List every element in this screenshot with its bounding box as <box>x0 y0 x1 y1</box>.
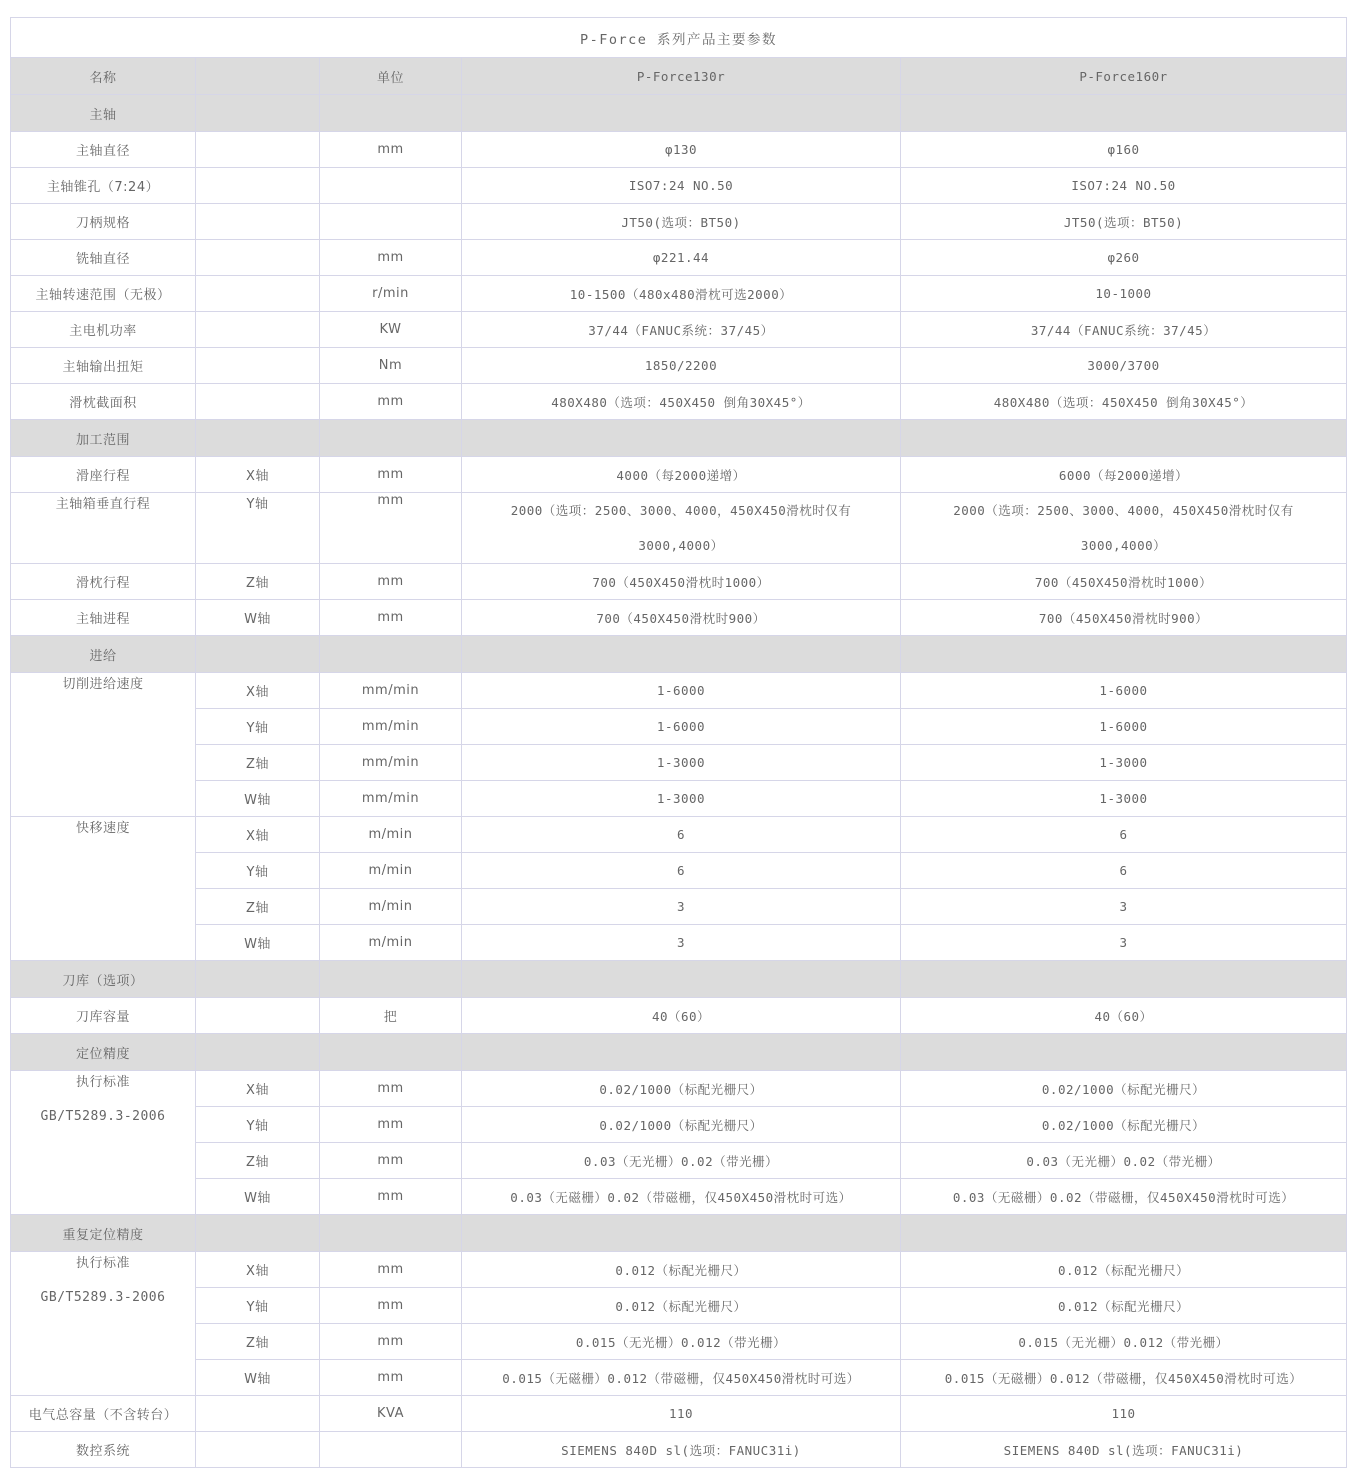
unit-cell: mm <box>320 1143 462 1179</box>
section-empty-cell <box>320 95 462 132</box>
table-row <box>11 1107 1347 1143</box>
axis-cell <box>196 348 320 384</box>
param-name-text: 刀库容量 <box>75 1010 130 1025</box>
value-model-2: 0.03（无磁栅）0.02（带磁栅，仅450X450滑枕时可选） <box>901 1179 1347 1215</box>
value-model-1: 110 <box>462 1396 901 1432</box>
table-row <box>11 1324 1347 1360</box>
table-row <box>11 1071 1347 1107</box>
section-empty-cell <box>901 95 1347 132</box>
param-standard-text: GB/T5289.3-2006 <box>40 1109 166 1124</box>
axis-cell: Y轴 <box>196 1107 320 1143</box>
unit-cell: mm <box>320 132 462 168</box>
section-empty-cell <box>320 961 462 998</box>
section-empty-cell <box>901 636 1347 673</box>
table-row <box>11 348 1347 384</box>
section-empty-cell <box>901 1034 1347 1071</box>
table-row <box>11 240 1347 276</box>
unit-cell: KVA <box>320 1396 462 1432</box>
param-name-text: 切削进给速度 <box>62 677 144 692</box>
axis-cell: X轴 <box>196 817 320 853</box>
param-name-text: 执行标准 <box>75 1075 130 1090</box>
param-name-text: 滑座行程 <box>75 469 130 484</box>
header-unit: 单位 <box>320 58 462 95</box>
unit-cell: mm <box>320 600 462 636</box>
axis-cell: Y轴 <box>196 853 320 889</box>
value-model-2: φ260 <box>901 240 1347 276</box>
section-empty-cell <box>901 961 1347 998</box>
value-model-1: 1-6000 <box>462 709 901 745</box>
table-row <box>11 1360 1347 1396</box>
value-model-2: 0.02/1000（标配光栅尺） <box>901 1107 1347 1143</box>
value-model-1: 0.03（无光栅）0.02（带光栅） <box>462 1143 901 1179</box>
table-title: P-Force 系列产品主要参数 <box>11 18 1347 58</box>
value-model-2: 0.02/1000（标配光栅尺） <box>901 1071 1347 1107</box>
value-model-2: 6 <box>901 817 1347 853</box>
axis-cell <box>196 168 320 204</box>
unit-cell: m/min <box>320 889 462 925</box>
axis-cell <box>196 1396 320 1432</box>
section-title: 加工范围 <box>11 420 196 457</box>
unit-cell: m/min <box>320 853 462 889</box>
header-axis <box>196 58 320 95</box>
table-row <box>11 817 1347 853</box>
param-name-text: 执行标准 <box>75 1256 130 1271</box>
unit-cell: mm <box>320 564 462 600</box>
value-model-2: JT50(选项：BT50) <box>901 204 1347 240</box>
unit-cell <box>320 204 462 240</box>
value-model-2: 700（450X450滑枕时1000） <box>901 564 1347 600</box>
param-name-text: 主轴转速范围（无极） <box>35 288 171 303</box>
header-model-2: P-Force160r <box>901 58 1347 95</box>
section-empty-cell <box>196 420 320 457</box>
axis-cell: Y轴 <box>196 709 320 745</box>
table-row <box>11 709 1347 745</box>
param-name <box>11 348 196 384</box>
value-model-1: φ221.44 <box>462 240 901 276</box>
value-model-2: 40（60） <box>901 998 1347 1034</box>
param-name-text: 主电机功率 <box>69 324 137 339</box>
param-name-text: 主轴输出扭矩 <box>62 360 144 375</box>
param-name <box>11 240 196 276</box>
header-name: 名称 <box>11 58 196 95</box>
value-model-1: 0.02/1000（标配光栅尺） <box>462 1071 901 1107</box>
unit-cell <box>320 168 462 204</box>
table-row <box>11 925 1347 961</box>
value-model-2: 2000（选项：2500、3000、4000，450X450滑枕时仅有3000,4000） <box>901 493 1347 564</box>
section-title: 主轴 <box>11 95 196 132</box>
value-model-1: 10-1500（480x480滑枕可选2000） <box>462 276 901 312</box>
table-row <box>11 132 1347 168</box>
unit-cell: mm/min <box>320 781 462 817</box>
value-model-2: SIEMENS 840D sl(选项：FANUC31i) <box>901 1432 1347 1468</box>
param-name-text: 快移速度 <box>75 821 130 836</box>
unit-cell: mm <box>320 384 462 420</box>
axis-cell: Y轴 <box>196 1288 320 1324</box>
param-name <box>11 1396 196 1432</box>
value-model-2: 700（450X450滑枕时900） <box>901 600 1347 636</box>
value-model-1: 1850/2200 <box>462 348 901 384</box>
section-empty-cell <box>196 961 320 998</box>
section-empty-cell <box>462 95 901 132</box>
value-model-1: 0.015（无光栅）0.012（带光栅） <box>462 1324 901 1360</box>
axis-cell: X轴 <box>196 1071 320 1107</box>
unit-cell: mm <box>320 1252 462 1288</box>
axis-cell: X轴 <box>196 1252 320 1288</box>
value-model-1: 0.015（无磁栅）0.012（带磁栅，仅450X450滑枕时可选） <box>462 1360 901 1396</box>
value-model-1: 40（60） <box>462 998 901 1034</box>
param-name-text: 主轴锥孔（7:24） <box>46 180 160 195</box>
section-empty-cell <box>196 1034 320 1071</box>
axis-cell: W轴 <box>196 600 320 636</box>
table-row <box>11 600 1347 636</box>
unit-cell: mm <box>320 1288 462 1324</box>
param-name <box>11 1432 196 1468</box>
section-empty-cell <box>901 420 1347 457</box>
unit-cell: mm <box>320 1071 462 1107</box>
value-model-1: 37/44（FANUC系统：37/45） <box>462 312 901 348</box>
value-model-1: 0.02/1000（标配光栅尺） <box>462 1107 901 1143</box>
value-model-1: 1-3000 <box>462 781 901 817</box>
spec-table <box>10 17 1347 1468</box>
axis-cell: X轴 <box>196 673 320 709</box>
value-model-2: 0.03（无光栅）0.02（带光栅） <box>901 1143 1347 1179</box>
axis-cell <box>196 998 320 1034</box>
axis-cell <box>196 312 320 348</box>
axis-cell <box>196 384 320 420</box>
section-empty-cell <box>462 1215 901 1252</box>
unit-cell: m/min <box>320 925 462 961</box>
value-model-1: 6 <box>462 817 901 853</box>
table-row <box>11 1179 1347 1215</box>
value-model-1: 700（450X450滑枕时1000） <box>462 564 901 600</box>
param-name <box>11 673 196 817</box>
unit-cell: mm <box>320 493 462 564</box>
unit-cell: mm/min <box>320 745 462 781</box>
axis-cell <box>196 204 320 240</box>
axis-cell <box>196 240 320 276</box>
value-model-1: 3 <box>462 889 901 925</box>
param-name <box>11 817 196 961</box>
table-row <box>11 493 1347 564</box>
param-name-text: 刀柄规格 <box>75 216 130 231</box>
value-model-2: 10-1000 <box>901 276 1347 312</box>
section-empty-cell <box>462 636 901 673</box>
value-model-1: 4000（每2000递增） <box>462 457 901 493</box>
param-name-text: 数控系统 <box>75 1444 130 1459</box>
param-name <box>11 493 196 564</box>
section-empty-cell <box>196 95 320 132</box>
section-row <box>11 420 1347 457</box>
table-row <box>11 998 1347 1034</box>
table-row <box>11 312 1347 348</box>
param-name <box>11 600 196 636</box>
section-row <box>11 95 1347 132</box>
param-name <box>11 276 196 312</box>
value-model-1: 3 <box>462 925 901 961</box>
axis-cell: Z轴 <box>196 745 320 781</box>
value-model-2: 0.015（无光栅）0.012（带光栅） <box>901 1324 1347 1360</box>
section-title: 重复定位精度 <box>11 1215 196 1252</box>
param-name <box>11 132 196 168</box>
section-title: 刀库（选项） <box>11 961 196 998</box>
axis-cell: Z轴 <box>196 1143 320 1179</box>
value-model-2: 1-3000 <box>901 745 1347 781</box>
param-name <box>11 564 196 600</box>
param-name <box>11 998 196 1034</box>
section-row <box>11 1034 1347 1071</box>
unit-cell: mm <box>320 1107 462 1143</box>
table-row <box>11 564 1347 600</box>
section-empty-cell <box>320 1215 462 1252</box>
table-row <box>11 1143 1347 1179</box>
param-name <box>11 384 196 420</box>
param-name-text: 滑枕截面积 <box>69 396 137 411</box>
table-row <box>11 1288 1347 1324</box>
section-empty-cell <box>320 1034 462 1071</box>
value-model-2: 1-3000 <box>901 781 1347 817</box>
unit-cell: mm <box>320 1360 462 1396</box>
value-model-2: 110 <box>901 1396 1347 1432</box>
unit-cell: mm <box>320 457 462 493</box>
table-row <box>11 889 1347 925</box>
param-name <box>11 312 196 348</box>
value-model-1: 0.03（无磁栅）0.02（带磁栅，仅450X450滑枕时可选） <box>462 1179 901 1215</box>
axis-cell <box>196 132 320 168</box>
value-model-1: 0.012（标配光栅尺） <box>462 1288 901 1324</box>
value-model-2: 1-6000 <box>901 673 1347 709</box>
section-empty-cell <box>462 961 901 998</box>
section-empty-cell <box>320 636 462 673</box>
table-row <box>11 781 1347 817</box>
section-title: 进给 <box>11 636 196 673</box>
value-model-1: JT50(选项：BT50) <box>462 204 901 240</box>
section-empty-cell <box>462 1034 901 1071</box>
unit-cell: mm <box>320 240 462 276</box>
value-model-2: 0.012（标配光栅尺） <box>901 1288 1347 1324</box>
unit-cell: Nm <box>320 348 462 384</box>
spec-table-container <box>10 17 1346 1468</box>
value-model-1: 0.012（标配光栅尺） <box>462 1252 901 1288</box>
value-model-2: ISO7:24 NO.50 <box>901 168 1347 204</box>
value-model-2: 37/44（FANUC系统：37/45） <box>901 312 1347 348</box>
section-empty-cell <box>320 420 462 457</box>
value-model-2: 3 <box>901 889 1347 925</box>
axis-cell: Z轴 <box>196 889 320 925</box>
table-row <box>11 853 1347 889</box>
value-model-2: 6 <box>901 853 1347 889</box>
axis-cell: Z轴 <box>196 1324 320 1360</box>
value-model-1: 6 <box>462 853 901 889</box>
value-model-2: 480X480（选项：450X450 倒角30X45°） <box>901 384 1347 420</box>
param-name-text: 电气总容量（不含转台） <box>28 1408 178 1423</box>
table-row <box>11 1252 1347 1288</box>
value-model-1: 480X480（选项：450X450 倒角30X45°） <box>462 384 901 420</box>
value-model-1: SIEMENS 840D sl(选项：FANUC31i) <box>462 1432 901 1468</box>
table-row <box>11 1396 1347 1432</box>
axis-cell: W轴 <box>196 1179 320 1215</box>
param-name <box>11 1071 196 1215</box>
value-model-2: φ160 <box>901 132 1347 168</box>
axis-cell <box>196 276 320 312</box>
value-model-1: ISO7:24 NO.50 <box>462 168 901 204</box>
param-name-text: 主轴箱垂直行程 <box>55 497 151 512</box>
unit-cell: 把 <box>320 998 462 1034</box>
section-row <box>11 636 1347 673</box>
spec-table-body <box>11 18 1347 1468</box>
header-row <box>11 58 1347 95</box>
param-name <box>11 1252 196 1396</box>
value-model-1: 1-6000 <box>462 673 901 709</box>
table-row <box>11 745 1347 781</box>
axis-cell: X轴 <box>196 457 320 493</box>
header-model-1: P-Force130r <box>462 58 901 95</box>
table-row <box>11 1432 1347 1468</box>
unit-cell: m/min <box>320 817 462 853</box>
table-row <box>11 168 1347 204</box>
param-name <box>11 204 196 240</box>
param-name-text: 主轴直径 <box>75 144 130 159</box>
value-model-1: 1-3000 <box>462 745 901 781</box>
value-model-2: 1-6000 <box>901 709 1347 745</box>
axis-cell: W轴 <box>196 781 320 817</box>
unit-cell: r/min <box>320 276 462 312</box>
param-name <box>11 168 196 204</box>
param-name-text: 滑枕行程 <box>75 576 130 591</box>
axis-cell <box>196 1432 320 1468</box>
section-title: 定位精度 <box>11 1034 196 1071</box>
section-empty-cell <box>196 1215 320 1252</box>
param-standard-text: GB/T5289.3-2006 <box>40 1290 166 1305</box>
axis-cell: W轴 <box>196 1360 320 1396</box>
table-row <box>11 276 1347 312</box>
section-empty-cell <box>901 1215 1347 1252</box>
table-row <box>11 457 1347 493</box>
value-model-1: 700（450X450滑枕时900） <box>462 600 901 636</box>
value-model-1: 2000（选项：2500、3000、4000，450X450滑枕时仅有3000,4000） <box>462 493 901 564</box>
table-row <box>11 204 1347 240</box>
section-row <box>11 1215 1347 1252</box>
unit-cell <box>320 1432 462 1468</box>
param-name <box>11 457 196 493</box>
axis-cell: W轴 <box>196 925 320 961</box>
param-name-text: 铣轴直径 <box>75 252 130 267</box>
param-name-text: 主轴进程 <box>75 612 130 627</box>
unit-cell: mm/min <box>320 709 462 745</box>
section-empty-cell <box>462 420 901 457</box>
unit-cell: mm/min <box>320 673 462 709</box>
unit-cell: KW <box>320 312 462 348</box>
section-empty-cell <box>196 636 320 673</box>
unit-cell: mm <box>320 1179 462 1215</box>
table-row <box>11 673 1347 709</box>
value-model-1: φ130 <box>462 132 901 168</box>
table-row <box>11 384 1347 420</box>
section-row <box>11 961 1347 998</box>
value-model-2: 3 <box>901 925 1347 961</box>
axis-cell: Y轴 <box>196 493 320 564</box>
value-model-2: 0.015（无磁栅）0.012（带磁栅，仅450X450滑枕时可选） <box>901 1360 1347 1396</box>
unit-cell: mm <box>320 1324 462 1360</box>
value-model-2: 6000（每2000递增） <box>901 457 1347 493</box>
axis-cell: Z轴 <box>196 564 320 600</box>
table-title-row <box>11 18 1347 58</box>
value-model-2: 3000/3700 <box>901 348 1347 384</box>
value-model-2: 0.012（标配光栅尺） <box>901 1252 1347 1288</box>
